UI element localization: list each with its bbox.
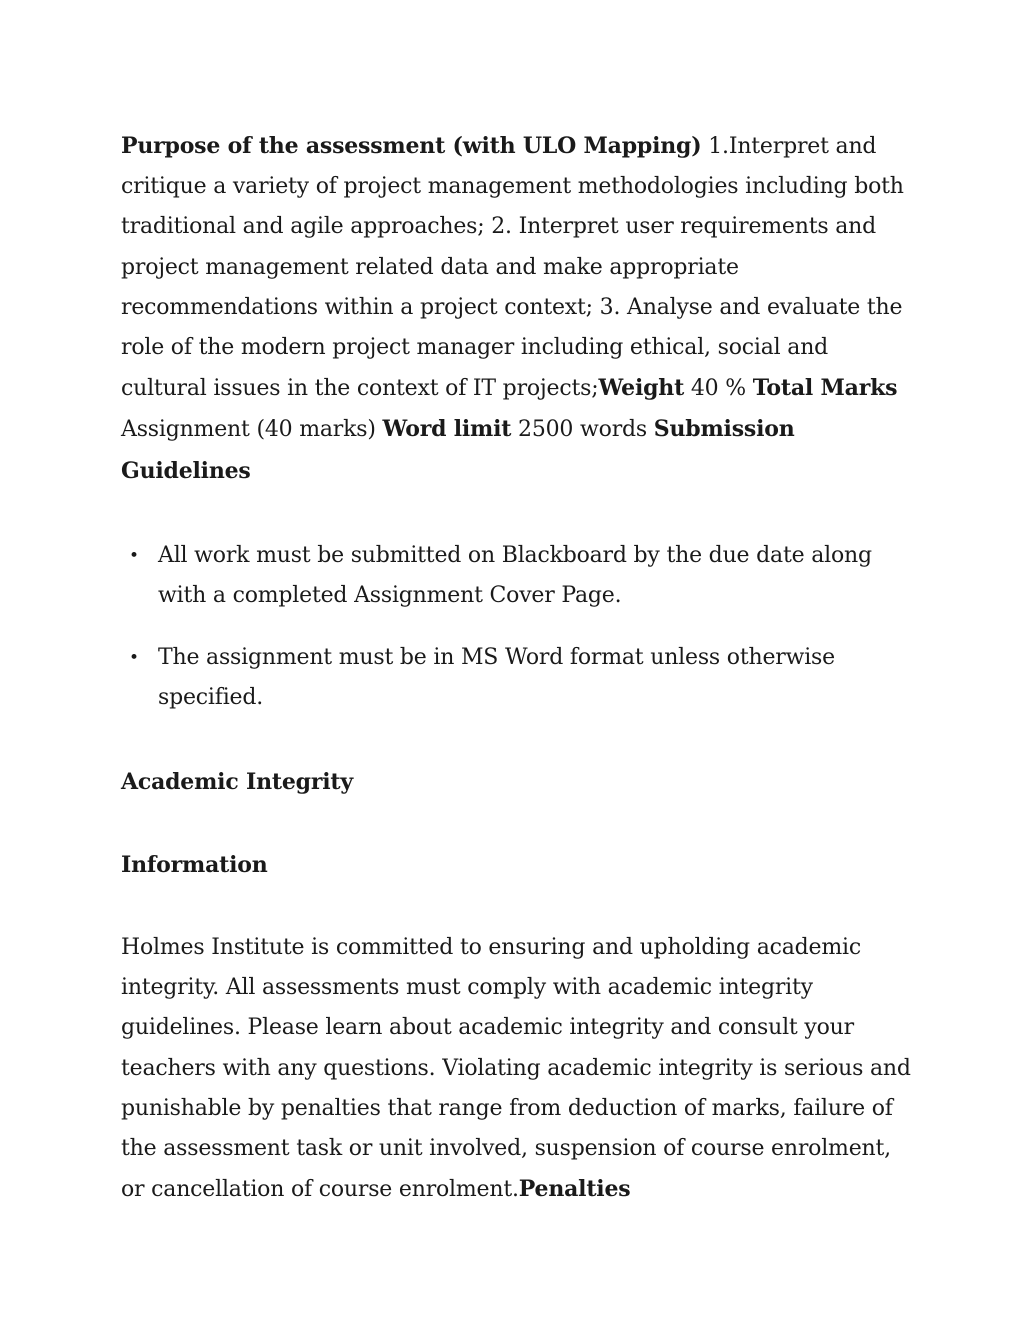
penalties-label: Penalties — [518, 1176, 631, 1203]
word-limit-label: Word limit — [382, 416, 512, 443]
academic-integrity-paragraph — [121, 928, 911, 1210]
word-limit-value: 2500 words — [511, 417, 654, 443]
information-heading: Information — [121, 851, 268, 878]
academic-integrity-heading: Academic Integrity — [121, 768, 353, 795]
submission-guidelines-label: Submission Guidelines — [121, 416, 795, 484]
total-marks-label: Total Marks — [752, 375, 898, 402]
integrity-text: Holmes Institute is committed to ensuring and upholding academic integrity. All assessments must comply with academic integrity guidelines. Please learn about academic integrity and consult your teachers with any questions. Violating academic integrity is serious and punishable by penalties that range from deduction of marks, failure of the assessment task or unit involved, suspension of course enrolment, or cancellation of course enrolment. — [121, 935, 911, 1203]
list-item: • All work must be submitted on Blackboard by the due date along with a completed Assignment Cover Page. — [158, 536, 911, 616]
assessment-intro-paragraph — [121, 126, 911, 492]
purpose-label: Purpose of the assessment (with ULO Mapping) — [121, 133, 702, 159]
total-marks-value: Assignment (40 marks) — [121, 417, 383, 443]
weight-label: Weight — [598, 375, 685, 402]
weight-value: 40 % — [684, 376, 753, 402]
document-page — [121, 126, 911, 1210]
submission-guidelines-list — [121, 536, 911, 719]
list-item: • The assignment must be in MS Word format unless otherwise specified. — [158, 638, 911, 718]
purpose-text: 1.Interpret and critique a variety of project management methodologies including both traditional and agile approaches; 2. Interpret user requirements and project management related data and make appropriate recommendations within a project context; 3. Analyse and evaluate the role of the modern project manager including ethical, social and cultural issues in the context of IT projects; — [121, 134, 904, 402]
